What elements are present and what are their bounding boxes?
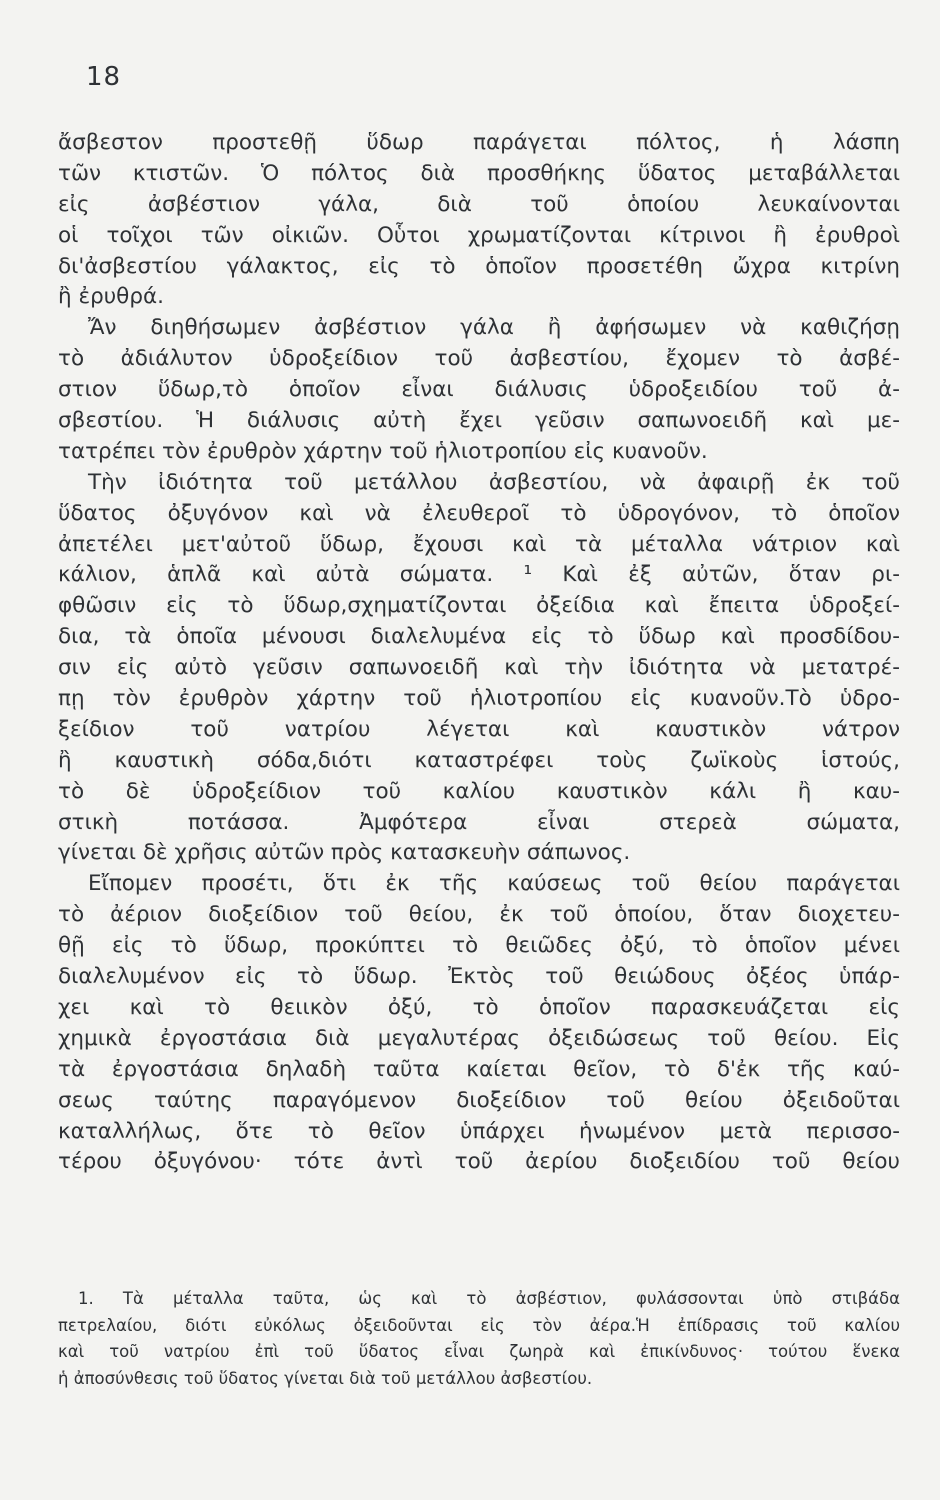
footnote-line: καὶ τοῦ νατρίου ἐπὶ τοῦ ὕδατος εἶναι ζωηρὰ καὶ ἐπικίνδυνος· τούτου ἕνεκα xyxy=(58,1342,900,1362)
text-line: εἰς ἀσβέστιον γάλα, διὰ τοῦ ὁποίου λευκαίνονται xyxy=(58,191,900,217)
text-line: δι'ἀσβεστίου γάλακτος, εἰς τὸ ὁποῖον προσετέθη ὤχρα κιτρίνη xyxy=(58,253,900,279)
text-line: ἀπετέλει μετ'αὐτοῦ ὕδωρ, ἔχουσι καὶ τὰ μέταλλα νάτριον καὶ xyxy=(58,531,900,557)
text-line: τὰ ἐργοστάσια δηλαδὴ ταῦτα καίεται θεῖον, τὸ δ'ἐκ τῆς καύ- xyxy=(58,1056,900,1082)
text-line: ἄσβεστον προστεθῇ ὕδωρ παράγεται πόλτος, ἡ λάσπη xyxy=(58,130,900,155)
text-line: τῶν κτιστῶν. Ὁ πόλτος διὰ προσθήκης ὕδατος μεταβάλλεται xyxy=(58,160,900,186)
page-number: 18 xyxy=(86,62,122,92)
text-line: ξείδιον τοῦ νατρίου λέγεται καὶ καυστικὸν νάτρον xyxy=(58,716,900,742)
footnote-line: πετρελαίου, διότι εὐκόλως ὀξειδοῦνται εἰς τὸν ἀέρα.Ἡ ἐπίδρασις τοῦ καλίου xyxy=(58,1315,900,1335)
text-line: σβεστίου. Ἡ διάλυσις αὐτὴ ἔχει γεῦσιν σαπωνοειδῆ καὶ με- xyxy=(58,408,900,434)
text-line: τὸ δὲ ὑδροξείδιον τοῦ καλίου καυστικὸν κάλι ἢ καυ- xyxy=(58,778,900,804)
text-line: θῇ εἰς τὸ ὕδωρ, προκύπτει τὸ θειῶδες ὀξύ, τὸ ὁποῖον μένει xyxy=(58,933,900,959)
text-line: σεως ταύτης παραγόμενον διοξείδιον τοῦ θείου ὀξειδοῦται xyxy=(58,1087,900,1113)
text-line: στιον ὕδωρ,τὸ ὁποῖον εἶναι διάλυσις ὑδροξειδίου τοῦ ἀ- xyxy=(58,377,900,403)
text-line: διαλελυμένον εἰς τὸ ὕδωρ. Ἐκτὸς τοῦ θειώδους ὀξέος ὑπάρ- xyxy=(58,964,900,990)
text-line: χημικὰ ἐργοστάσια διὰ μεγαλυτέρας ὀξειδώσεως τοῦ θείου. Εἰς xyxy=(58,1025,900,1051)
text-line: ἢ καυστικὴ σόδα,διότι καταστρέφει τοὺς ζωϊκοὺς ἱστούς, xyxy=(58,747,900,773)
text-line: ἢ ἐρυθρά. xyxy=(58,284,164,310)
text-line: οἱ τοῖχοι τῶν οἰκιῶν. Οὗτοι χρωματίζονται κίτρινοι ἢ ἐρυθροὶ xyxy=(58,222,900,248)
text-line: καταλλήλως, ὅτε τὸ θεῖον ὑπάρχει ἡνωμένον μετὰ περισσο- xyxy=(58,1118,900,1144)
text-line: γίνεται δὲ χρῆσις αὐτῶν πρὸς κατασκευὴν σάπωνος. xyxy=(58,840,631,866)
text-line: τὸ ἀέριον διοξείδιον τοῦ θείου, ἐκ τοῦ ὁποίου, ὅταν διοχετευ- xyxy=(58,902,900,928)
text-line: τέρου ὀξυγόνου· τότε ἀντὶ τοῦ ἀερίου διοξειδίου τοῦ θείου xyxy=(58,1149,900,1175)
text-line: Εἴπομεν προσέτι, ὅτι ἐκ τῆς καύσεως τοῦ θείου παράγεται xyxy=(88,871,900,897)
text-line: χει καὶ τὸ θειικὸν ὀξύ, τὸ ὁποῖον παρασκευάζεται εἰς xyxy=(58,994,900,1020)
text-line: Τὴν ἰδιότητα τοῦ μετάλλου ἀσβεστίου, νὰ ἀφαιρῇ ἐκ τοῦ xyxy=(88,469,900,495)
text-line: στικὴ ποτάσσα. Ἀμφότερα εἶναι στερεὰ σώματα, xyxy=(58,809,900,835)
footnote-line: ἡ ἀποσύνθεσις τοῦ ὕδατος γίνεται διὰ τοῦ μετάλλου ἀσβεστίου. xyxy=(58,1368,593,1388)
text-line: τατρέπει τὸν ἐρυθρὸν χάρτην τοῦ ἡλιοτροπίου εἰς κυανοῦν. xyxy=(58,438,708,464)
text-line: Ἄν διηθήσωμεν ἀσβέστιον γάλα ἢ ἀφήσωμεν νὰ καθιζήσῃ xyxy=(88,315,900,341)
footnote-line: 1. Τὰ μέταλλα ταῦτα, ὡς καὶ τὸ ἀσβέστιον, φυλάσσονται ὑπὸ στιβάδα xyxy=(78,1289,900,1308)
footnotes xyxy=(58,1286,900,1392)
text-line: ὕδατος ὀξυγόνον καὶ νὰ ἐλευθεροῖ τὸ ὑδρογόνον, τὸ ὁποῖον xyxy=(58,500,900,526)
body-text xyxy=(58,128,900,1178)
text-line: φθῶσιν εἰς τὸ ὕδωρ,σχηματίζονται ὀξείδια καὶ ἔπειτα ὑδροξεί- xyxy=(58,593,900,619)
text-line: τὸ ἀδιάλυτον ὑδροξείδιον τοῦ ἀσβεστίου, ἔχομεν τὸ ἀσβέ- xyxy=(58,346,900,372)
text-line: σιν εἰς αὐτὸ γεῦσιν σαπωνοειδῆ καὶ τὴν ἰδιότητα νὰ μετατρέ- xyxy=(58,655,900,681)
text-line: δια, τὰ ὁποῖα μένουσι διαλελυμένα εἰς τὸ ὕδωρ καὶ προσδίδου- xyxy=(58,624,900,650)
text-line: πῃ τὸν ἐρυθρὸν χάρτην τοῦ ἡλιοτροπίου εἰς κυανοῦν.Τὸ ὑδρο- xyxy=(58,686,900,712)
text-line: κάλιον, ἁπλᾶ καὶ αὐτὰ σώματα. ¹ Καὶ ἐξ αὐτῶν, ὅταν ρι- xyxy=(58,562,900,588)
